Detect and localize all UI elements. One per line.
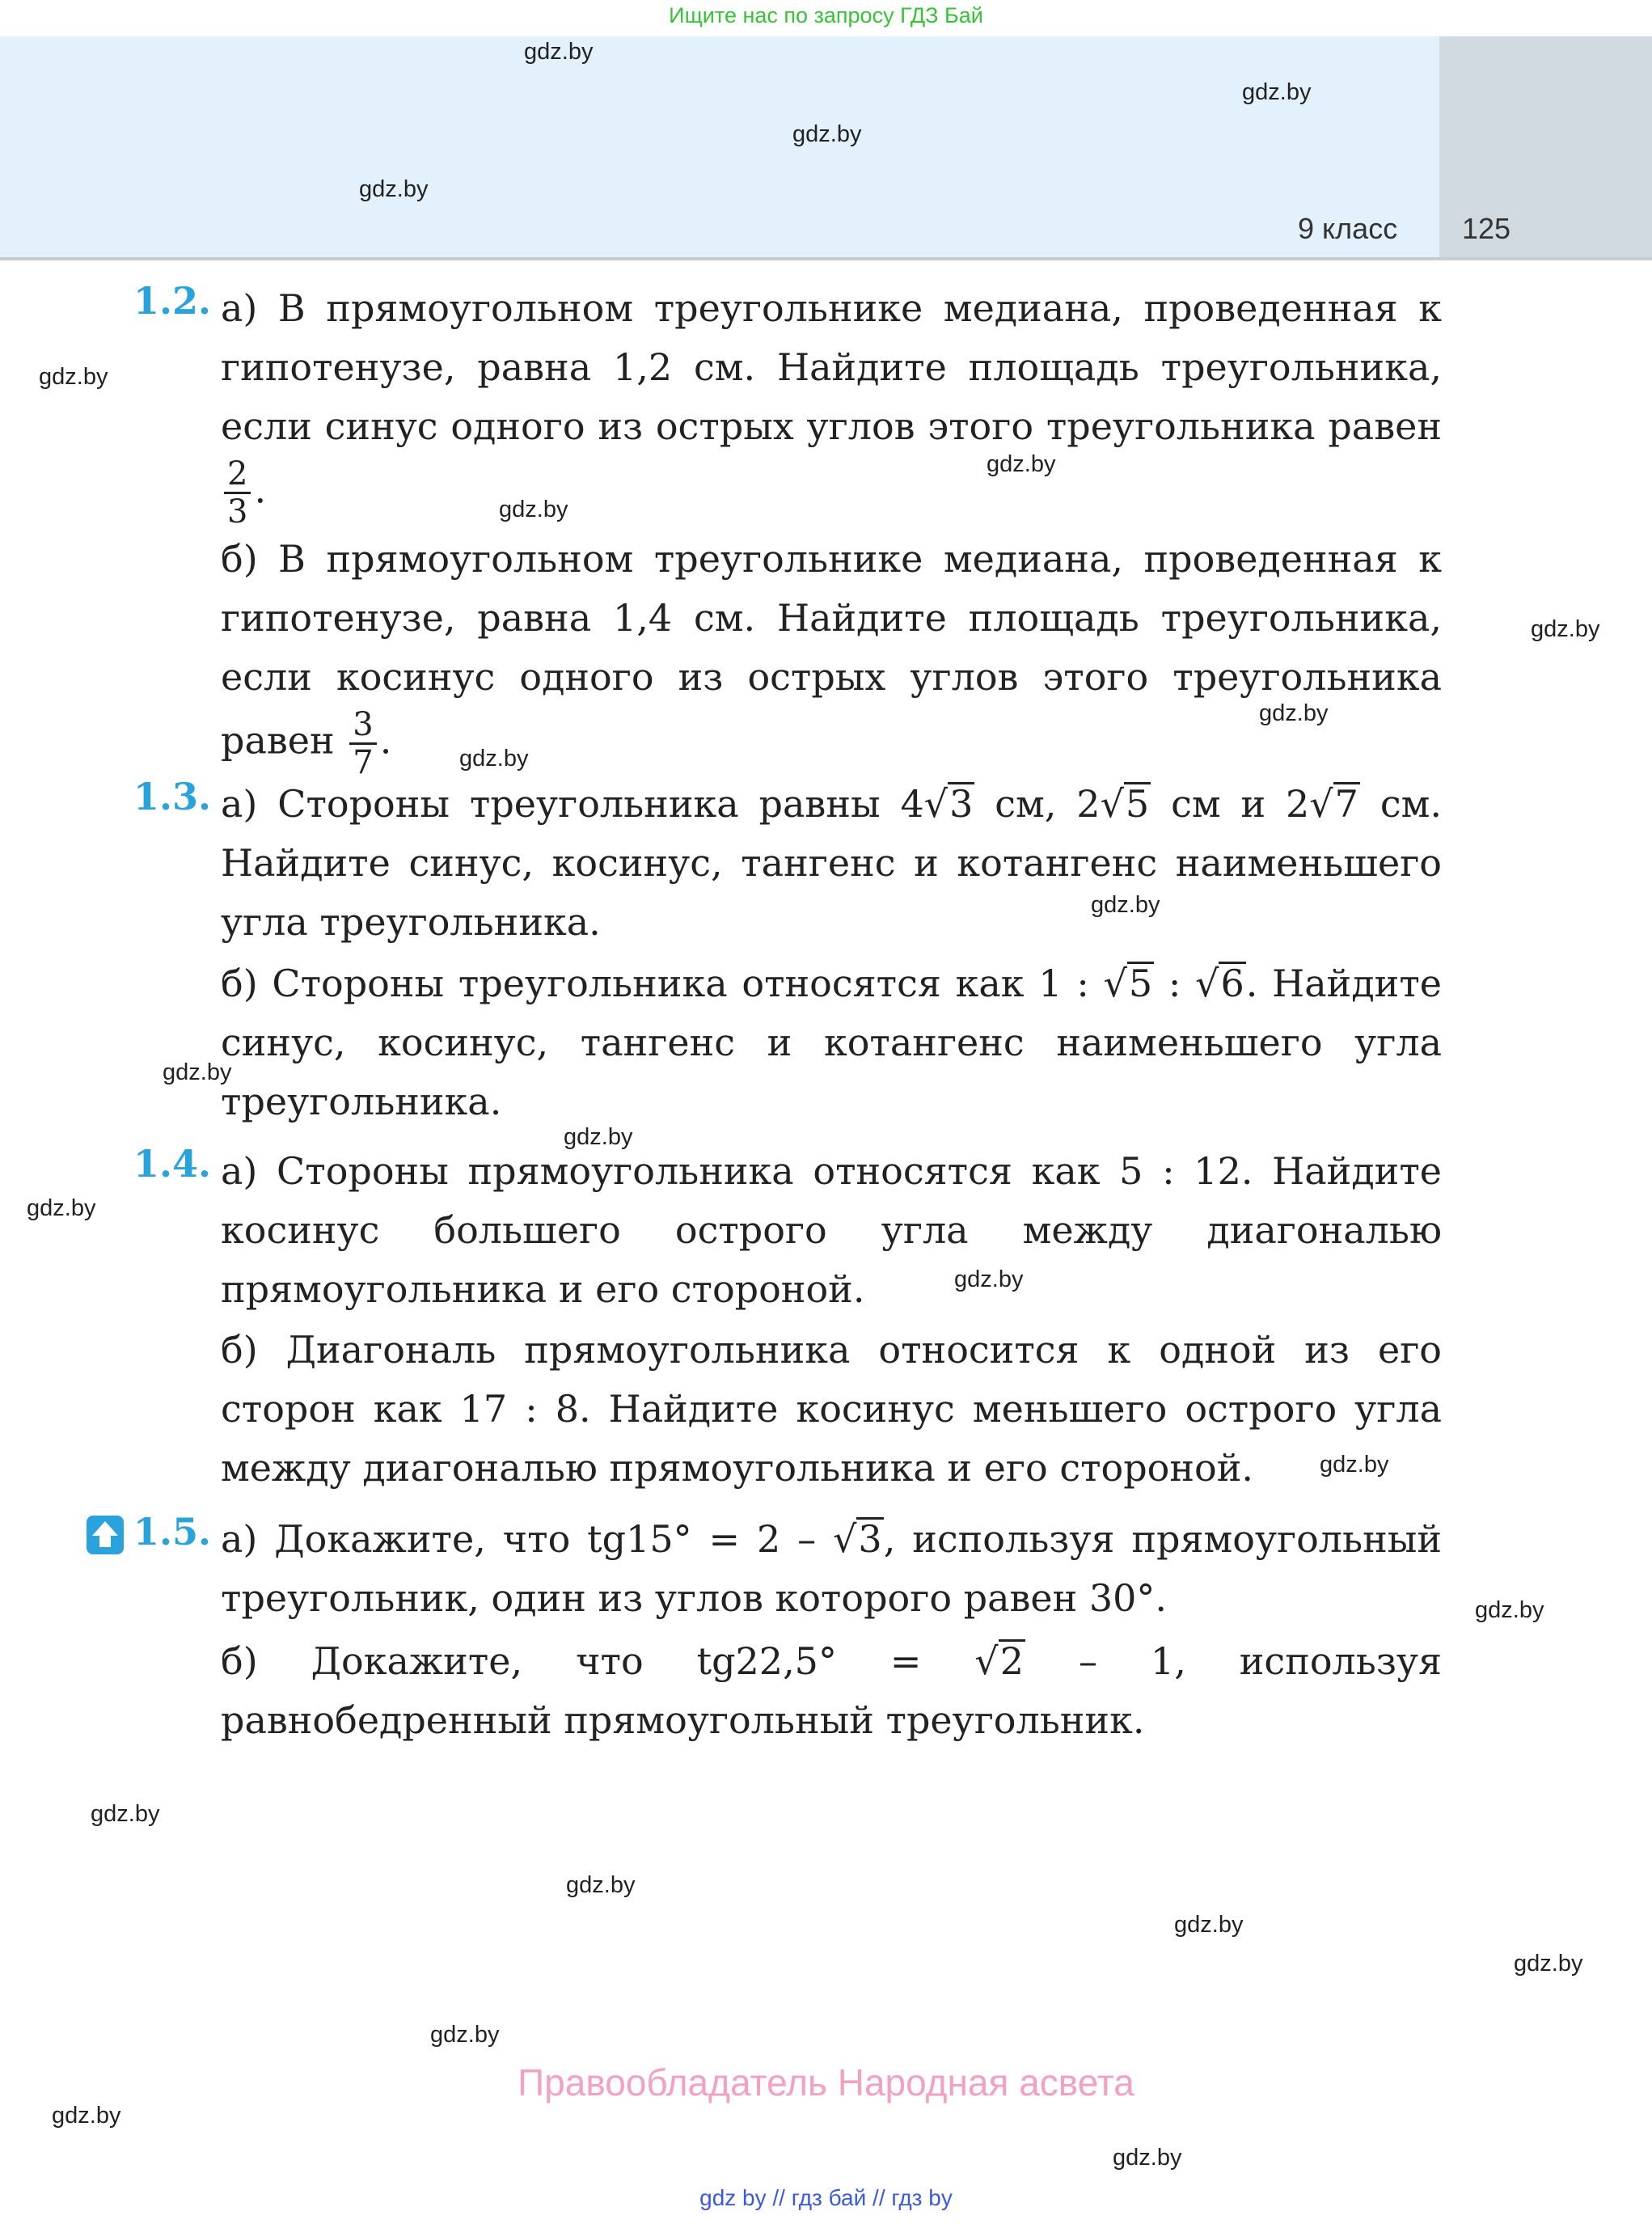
problem-1-5-b: б) Докажите, что tg22,5° = √2 – 1, используя равнобедренный прямоугольный треугольник.	[221, 1639, 1442, 1742]
fraction: $\frac{2}{3}$	[224, 456, 251, 530]
copyright-notice: Правообладатель Народная асвета	[518, 2061, 1134, 2103]
watermark: gdz.by	[1113, 2145, 1182, 2171]
header-rule	[0, 257, 1652, 260]
watermark: gdz.by	[91, 1801, 160, 1827]
arrow-up-icon	[86, 1515, 125, 1555]
watermark: gdz.by	[1320, 1452, 1389, 1478]
watermark: gdz.by	[430, 2022, 500, 2048]
watermark: gdz.by	[792, 121, 862, 147]
watermark: gdz.by	[1475, 1597, 1544, 1623]
watermark: gdz.by	[27, 1195, 96, 1221]
fraction: $\frac{3}{7}$	[349, 707, 376, 780]
watermark: gdz.by	[566, 1872, 636, 1898]
watermark: gdz.by	[954, 1266, 1024, 1292]
footer-links[interactable]: gdz by // гдз бай // гдз by	[699, 2185, 953, 2210]
watermark: gdz.by	[1259, 700, 1329, 726]
problem-1-5-a: а) Докажите, что tg15° = 2 – √3, используя прямоугольный треугольник, один из углов которого равен 30°.	[221, 1517, 1442, 1620]
watermark: gdz.by	[1531, 616, 1600, 642]
problem-text: б) В прямоугольном треугольнике медиана, проведенная к гипотенузе, равна 1,4 см. Найдите площадь треугольника, если косинус одного из острых углов этого треугольника равен	[221, 537, 1442, 763]
problem-1-3-b: б) Стороны треугольника относятся как 1 : √5 : √6. Найдите синус, косинус, тангенс и котангенс наименьшего угла треугольника.	[221, 962, 1442, 1123]
watermark: gdz.by	[163, 1059, 232, 1085]
problem-number: 1.3.	[133, 775, 212, 818]
watermark: gdz.by	[499, 497, 568, 522]
watermark: gdz.by	[987, 451, 1056, 477]
page-number: 125	[1462, 212, 1511, 245]
watermark: gdz.by	[1514, 1951, 1583, 1977]
problem-1-4-a: а) Стороны прямоугольника относятся как 5 : 12. Найдите косинус большего острого угла между диагональю прямоугольника и его стороной.	[221, 1149, 1442, 1311]
watermark: gdz.by	[524, 39, 594, 65]
problem-1-2-a: а) В прямоугольном треугольнике медиана, проведенная к гипотенузе, равна 1,2 см. Найдите площадь треугольника, если синус одного из острых углов этого треугольника равен $\frac{2}{3}$ .	[221, 286, 1442, 531]
watermark: gdz.by	[52, 2103, 121, 2129]
watermark: gdz.by	[1242, 79, 1312, 105]
problem-1-3-a: а) Стороны треугольника равны 4√3 см, 2√5 см и 2√7 см. Найдите синус, косинус, тангенс и котангенс наименьшего угла треугольника.	[221, 782, 1442, 944]
watermark: gdz.by	[39, 364, 108, 390]
watermark: gdz.by	[459, 746, 529, 772]
problem-number: 1.4.	[133, 1142, 212, 1186]
problem-number: 1.2.	[133, 279, 212, 323]
top-banner: Ищите нас по запросу ГДЗ Бай	[669, 3, 983, 27]
watermark: gdz.by	[1174, 1912, 1244, 1938]
watermark: gdz.by	[359, 176, 429, 202]
watermark: gdz.by	[564, 1124, 633, 1150]
grade-label: 9 класс	[1298, 212, 1398, 245]
problem-1-2-b: б) В прямоугольном треугольнике медиана, проведенная к гипотенузе, равна 1,4 см. Найдите площадь треугольника, если косинус одного из острых углов этого треугольника равен $\frac{3}{7}$ .	[221, 537, 1442, 781]
watermark: gdz.by	[1091, 892, 1160, 918]
problem-1-4-b: б) Диагональ прямоугольника относится к одной из его сторон как 17 : 8. Найдите косинус меньшего острого угла между диагональю прямоугольника и его стороной.	[221, 1328, 1442, 1490]
page-header	[0, 36, 1439, 259]
problem-number: 1.5.	[133, 1510, 212, 1554]
problem-text: а) В прямоугольном треугольнике медиана, проведенная к гипотенузе, равна 1,2 см. Найдите площадь треугольника, если синус одного из острых углов этого треугольника равен	[221, 286, 1442, 448]
